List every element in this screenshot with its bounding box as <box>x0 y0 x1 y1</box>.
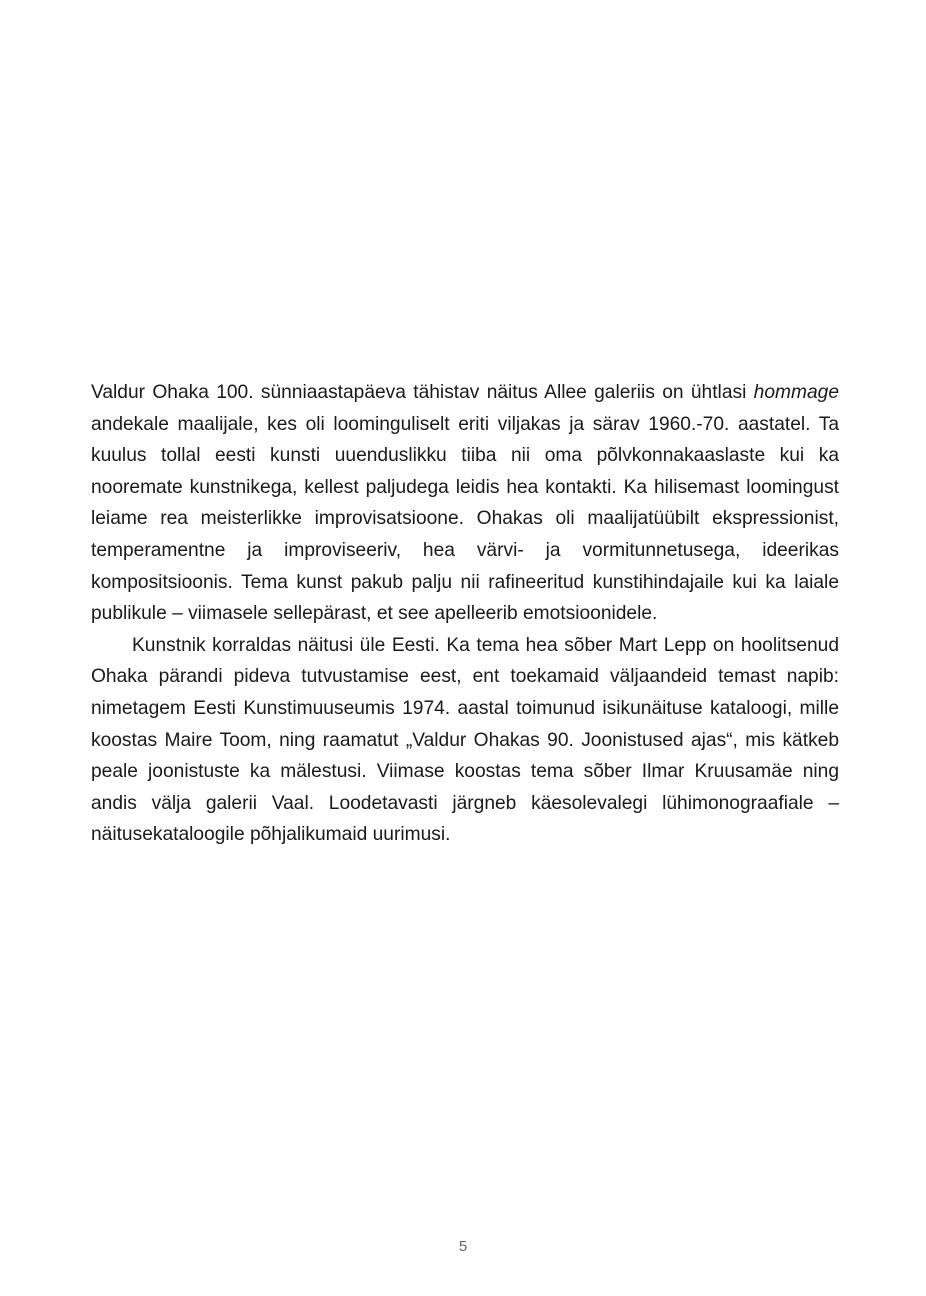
paragraph-1-rest: andekale maalijale, kes oli loominguliselt eriti viljakas ja särav 1960.-70. aastatel. Ta kuulus tollal eesti kunsti uuenduslikku tiiba nii oma põlvkonnakaaslaste kui ka nooremate kunstnikega, kellest paljudega leidis hea kontakti. Ka hilisemast loomingust leiame rea meisterlikke improvisatsioone. Ohakas oli maalijatüübilt ekspressionist, temperamentne ja improviseeriv, hea värvi- ja vormitunnetusega, ideerikas kompositsioonis. Tema kunst pakub palju nii rafineeritud kunstihindajaile kui ka laiale publikule – viimasele sellepärast, et see apelleerib emotsioonidele. <box>91 413 839 625</box>
body-text <box>91 377 839 851</box>
paragraph-1 <box>91 377 839 630</box>
paragraph-2: Kunstnik korraldas näitusi üle Eesti. Ka tema hea sõber Mart Lepp on hoolitsenud Ohaka pärandi pideva tutvustamise eest, ent toekamaid väljaandeid temast napib: nimetagem Eesti Kunstimuuseumis 1974. aastal toimunud isikunäituse kataloogi, mille koostas Maire Toom, ning raamatut „Valdur Ohakas 90. Joonistused ajas“, mis kätkeb peale joonistuste ka mälestusi. Viimase koostas tema sõber Ilmar Kruusamäe ning andis välja galerii Vaal. Loodetavasti järgneb käesolevalegi lühimonograafiale – näitusekataloogile põhjalikumaid uurimusi. <box>91 634 839 846</box>
paragraph-1-emphasis: hommage <box>753 382 839 403</box>
page-number: 5 <box>458 1238 468 1255</box>
paragraph-1-lead: Valdur Ohaka 100. sünniaastapäeva tähistav näitus Allee galeriis on ühtlasi <box>91 382 754 403</box>
